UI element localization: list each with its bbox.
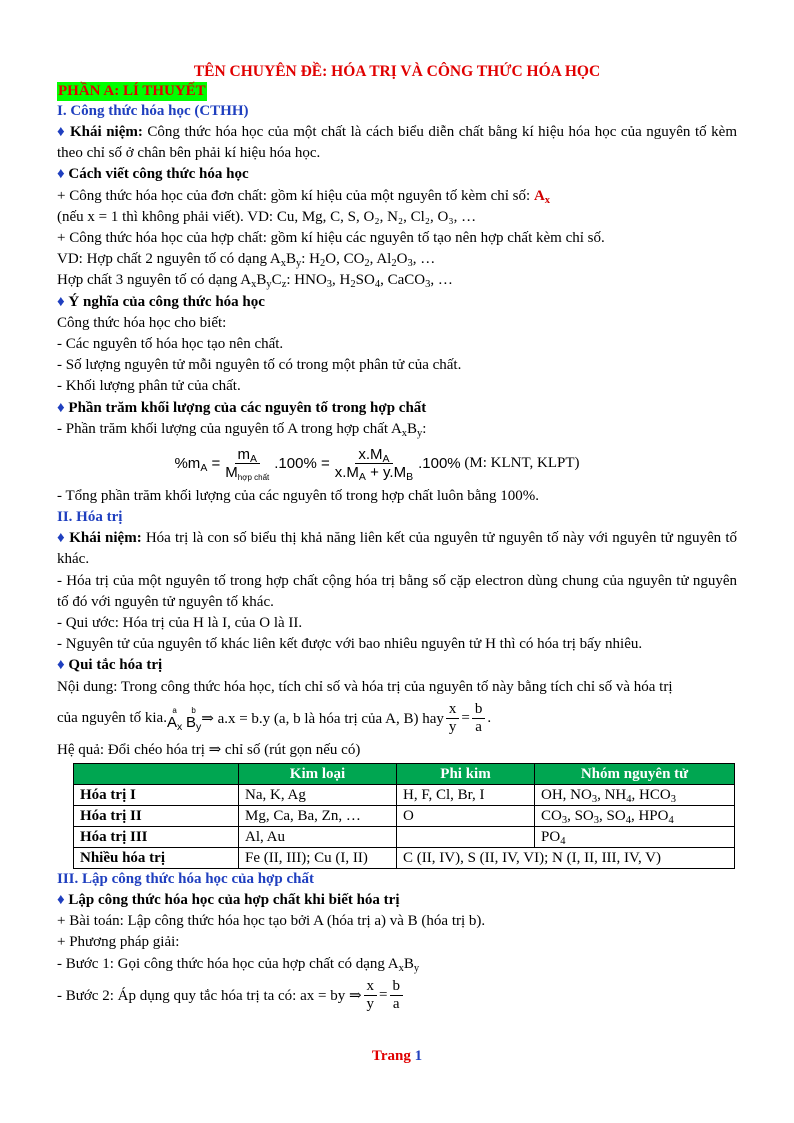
meaning-item-3: - Khối lượng phân tử của chất.	[57, 378, 241, 395]
meaning-heading-row	[57, 292, 737, 313]
step-2: - Bước 2: Áp dụng quy tắc hóa trị ta có: ax = by ⇒ $\frac{x}{y}$ = $\frac{b}{a}$	[57, 975, 737, 1017]
cthh-concept	[57, 122, 737, 164]
table-row: Hóa trị I Na, K, Ag H, F, Cl, Br, I OH, $NO_3$, $NH_4$, $HCO_3$	[74, 785, 735, 806]
valence-concept-label: Khái niệm:	[69, 530, 142, 547]
write-heading: Cách viết công thức hóa học	[68, 166, 249, 183]
rule-text-1: Nội dung: Trong công thức hóa học, tích chỉ số và hóa trị của nguyên tố này bằng tích chỉ số và hóa trị	[57, 678, 673, 695]
step-1: - Bước 1: Gọi công thức hóa học của hợp chất có dạng $A_xB_y$	[57, 955, 420, 974]
example-three-elements: Hợp chất 3 nguyên tố có dạng $A_xB_yC_z$: $HNO_3$, $H_2SO_4$, CaCO$_3$, …	[57, 272, 453, 291]
formula-ax: $A_x$	[533, 187, 551, 206]
valence-p2: - Qui ước: Hóa trị của H là I, của O là II.	[57, 615, 303, 632]
section-1-heading: I. Công thức hóa học (CTHH)	[57, 103, 249, 119]
method-heading: + Phương pháp giải:	[57, 934, 180, 951]
simple-substance-line	[57, 186, 737, 207]
percent-heading: Phần trăm khối lượng của các nguyên tố trong hợp chất	[68, 399, 427, 416]
compound-text: + Công thức hóa học của hợp chất: gồm kí hiệu các nguyên tố tạo nên hợp chất kèm chỉ số.	[57, 230, 605, 247]
write-heading-row	[57, 164, 737, 185]
corollary: Hệ quả: Đổi chéo hóa trị ⇒ chỉ số (rút gọn nếu có)	[57, 741, 361, 758]
rule-heading-row	[57, 655, 737, 676]
fraction-ma-over-m: $\frac{m_A}{M_{hợp chất}}$	[225, 445, 270, 482]
diamond-bullet-icon: ♦	[57, 124, 66, 140]
diamond-bullet-icon: ♦	[57, 293, 65, 310]
valence-concept	[57, 528, 737, 570]
fraction-b-over-a: $\frac{b}{a}$	[390, 978, 404, 1013]
concept-label: Khái niệm:	[70, 124, 143, 140]
page-number: 1	[414, 1048, 423, 1064]
valence-table	[73, 763, 735, 869]
page-footer	[0, 1048, 794, 1065]
rule-formula-line: của nguyên tố kia. a $A_x$ b $B_y$ ⇒ a.x = b.y (a, b là hóa trị của A, B) hay $\frac{x}{y}$ = $\frac{b}{a}$ .	[57, 701, 492, 736]
valence-a-over-A: a $A_x$	[166, 706, 183, 734]
table-header-row: Kim loại Phi kim Nhóm nguyên tử	[74, 764, 735, 785]
diamond-bullet-icon: ♦	[57, 657, 65, 674]
fraction-b-over-a: $\frac{b}{a}$	[472, 701, 486, 736]
diamond-bullet-icon: ♦	[57, 530, 66, 547]
percent-total: - Tổng phần trăm khối lượng của các nguyên tố trong hợp chất luôn bằng 100%.	[57, 488, 539, 505]
percent-note: (M: KLNT, KLPT)	[464, 454, 580, 471]
section-3-sub-heading: Lập công thức hóa học của hợp chất khi biết hóa trị	[68, 892, 400, 909]
valence-p1: - Hóa trị của một nguyên tố trong hợp chất cộng hóa trị bằng số cặp electron dùng chung của nguyên tử nguyên tố đó với nguyên tử nguyên tố khác.	[57, 572, 737, 610]
valence-p3: - Nguyên tử của nguyên tố khác liên kết được với bao nhiêu nguyên tử H thì có hóa trị bấy nhiêu.	[57, 636, 643, 653]
diamond-bullet-icon: ♦	[57, 166, 65, 183]
diamond-bullet-icon: ♦	[57, 399, 65, 416]
meaning-item-2: - Số lượng nguyên tử mỗi nguyên tố có trong một phân tử của chất.	[57, 357, 462, 374]
table-row: Nhiều hóa trị Fe (II, III); Cu (I, II) C (II, IV), S (II, IV, VI); N (I, II, III, IV, V)	[74, 848, 735, 869]
fraction-x-over-y: $\frac{x}{y}$	[364, 978, 378, 1013]
fraction-xma: $\frac{x.M_A}{x.M_A + y.M_B}$	[334, 445, 414, 483]
table-row: Hóa trị III Al, Au $PO_4$	[74, 827, 735, 848]
document-page	[57, 62, 737, 1017]
section-3-sub-row	[57, 890, 737, 911]
footer-label: Trang	[371, 1048, 411, 1064]
example-two-elements: VD: Hợp chất 2 nguyên tố có dạng $A_xB_y$: $H_2O$, $CO_2$, $Al_2O_3$, …	[57, 251, 436, 270]
section-3-heading: III. Lập công thức hóa học của hợp chất	[57, 871, 314, 888]
table-row: Hóa trị II Mg, Ca, Ba, Zn, … O $CO_3$, $SO_3$, $SO_4$, $HPO_4$	[74, 806, 735, 827]
concept-text: Công thức hóa học của một chất là cách biểu diễn chất bằng kí hiệu hóa học của nguyên tố kèm theo chỉ số ở chân bên phải kí hiệu hóa học.	[57, 124, 738, 162]
problem-statement: + Bài toán: Lập công thức hóa học tạo bởi A (hóa trị a) và B (hóa trị b).	[57, 913, 486, 930]
part-a-heading: PHẦN A: LÍ THUYẾT	[58, 83, 206, 99]
document-title: TÊN CHUYÊN ĐỀ: HÓA TRỊ VÀ CÔNG THỨC HÓA HỌC	[193, 63, 601, 80]
meaning-heading: Ý nghĩa của công thức hóa học	[68, 293, 265, 310]
percent-formula: $\%m_A$ = $\frac{m_A}{M_{hợp chất}}$ .100% = $\frac{x.M_A}{x.M_A + y.M_B}$ .100% (M: KLNT, KLPT)	[174, 445, 580, 483]
valence-b-over-B: b $B_y$	[185, 706, 202, 734]
valence-concept-text: Hóa trị là con số biểu thị khả năng liên kết của nguyên tử nguyên tố này với nguyên tử nguyên tố khác.	[57, 530, 738, 568]
section-2-heading: II. Hóa trị	[57, 509, 123, 526]
rule-heading: Qui tắc hóa trị	[68, 657, 163, 674]
diamond-bullet-icon: ♦	[57, 892, 65, 909]
fraction-x-over-y: $\frac{x}{y}$	[446, 701, 460, 736]
percent-heading-row	[57, 398, 737, 419]
percent-intro: - Phần trăm khối lượng của nguyên tố A trong hợp chất $A_xB_y$:	[57, 420, 427, 439]
simple-note: (nếu x = 1 thì không phải viết). VD: Cu, Mg, C, S, O₂, N₂, Cl₂, O₃, …	[57, 208, 477, 225]
simple-text: + Công thức hóa học của đơn chất: gồm kí hiệu của một nguyên tố kèm chỉ số:	[57, 187, 534, 204]
meaning-item-1: - Các nguyên tố hóa học tạo nên chất.	[57, 336, 284, 353]
meaning-intro: Công thức hóa học cho biết:	[57, 314, 227, 331]
